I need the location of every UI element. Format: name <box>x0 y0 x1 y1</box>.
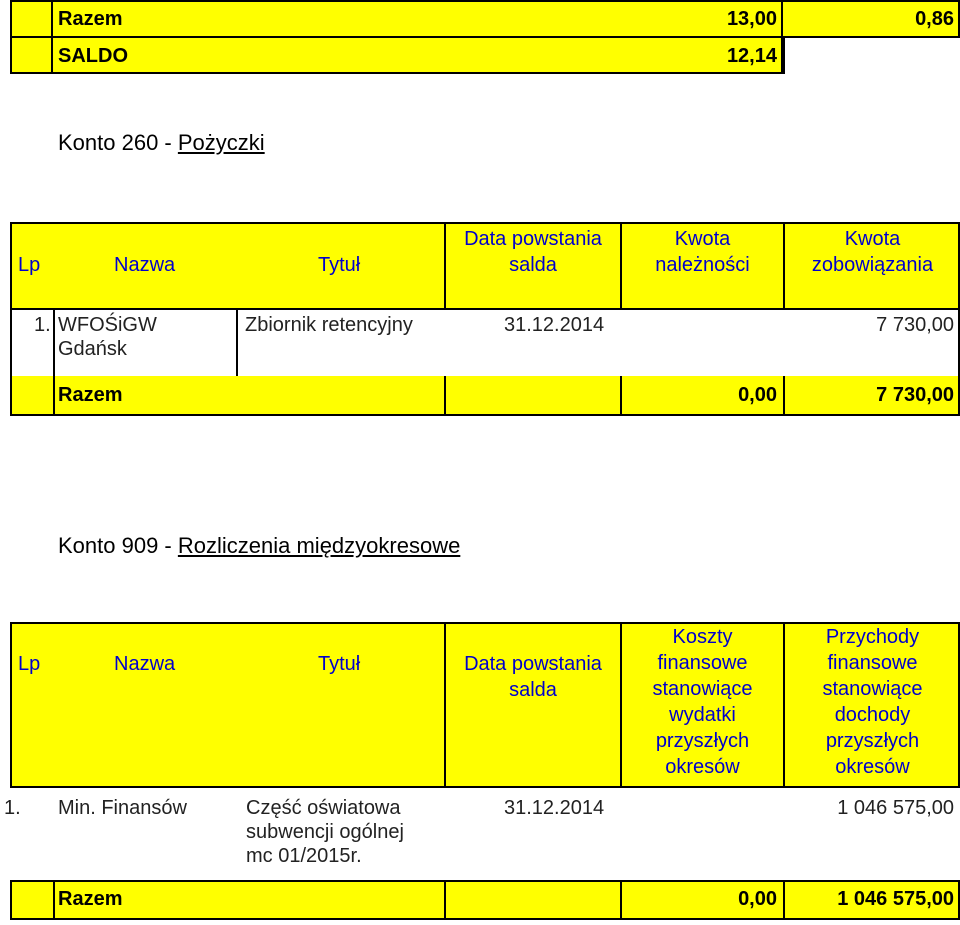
konto-909-razem-divider-lp <box>53 880 55 920</box>
konto-909-header-koszty-line5: przyszłych <box>655 730 750 752</box>
konto-260-header-tytul: Tytuł <box>318 254 361 276</box>
konto-260-row-nazwa-line2: Gdańsk <box>58 338 127 360</box>
konto-909-row-tytul-line1: Część oświatowa <box>246 797 401 819</box>
konto-909-razem-divider-1 <box>444 880 446 920</box>
konto-260-row-tytul: Zbiornik retencyjny <box>245 314 413 336</box>
konto-909-header-koszty-line2: finansowe <box>657 652 748 674</box>
konto-909-header-koszty <box>622 624 783 780</box>
konto-260-header-kz-line2: zobowiązania <box>811 254 934 276</box>
konto-260-header-data-line2: salda <box>509 254 557 276</box>
konto-909-header-przychody-line2: finansowe <box>827 652 918 674</box>
konto-909-header-przychody-line1: Przychody <box>825 626 920 648</box>
top-razem-value-1: 13,00 <box>726 8 777 30</box>
konto-909-header-przychody-line4: dochody <box>834 704 911 726</box>
konto-909-row-przychody: 1 046 575,00 <box>837 797 954 819</box>
konto-260-row-nazwa-line1: WFOŚiGW <box>58 314 157 336</box>
konto-260-header-data-line1: Data powstania <box>464 228 602 250</box>
konto-909-title: Rozliczenia międzyokresowe <box>177 533 461 558</box>
konto-909-razem-label: Razem <box>58 888 123 910</box>
konto-260-header-kz-line1: Kwota <box>844 228 901 250</box>
konto-260-header-kn-line2: należności <box>655 254 750 276</box>
konto-260-header-lp: Lp <box>18 254 41 276</box>
konto-260-header-kwota-naleznosci <box>622 226 783 278</box>
konto-909-header-data <box>446 651 620 703</box>
top-razem-value-2: 0,86 <box>915 8 954 30</box>
top-col-divider-2-line <box>783 38 960 74</box>
konto-909-header-tytul: Tytuł <box>318 653 361 675</box>
konto-909-header-divider-1 <box>444 622 446 788</box>
konto-909-row-lp: 1. <box>4 797 21 819</box>
konto-909-header-data-line2: salda <box>509 679 557 701</box>
top-razem-label: Razem <box>58 8 123 30</box>
konto-909-header-przychody-line3: stanowiące <box>822 678 923 700</box>
konto-909-header-koszty-line3: stanowiące <box>652 678 753 700</box>
konto-260-row-divider-nazwa <box>236 308 238 378</box>
konto-909-row-tytul <box>246 796 404 868</box>
konto-909-header-data-line1: Data powstania <box>464 653 602 675</box>
konto-909-row-nazwa: Min. Finansów <box>58 797 187 819</box>
konto-260-prefix: Konto 260 - <box>58 130 178 155</box>
konto-909-row-data: 31.12.2014 <box>504 797 605 819</box>
konto-260-header-data <box>446 226 620 278</box>
konto-909-row-tytul-line3: mc 01/2015r. <box>246 845 362 867</box>
konto-909-header-przychody-line6: okresów <box>835 756 910 778</box>
konto-909-header-koszty-line6: okresów <box>665 756 740 778</box>
konto-909-header-koszty-line1: Koszty <box>672 626 733 648</box>
konto-260-row-divider-lp <box>53 308 55 378</box>
konto-909-heading <box>58 533 460 559</box>
konto-260-row-nazwa <box>58 313 157 361</box>
konto-260-heading <box>58 130 265 156</box>
konto-260-title: Pożyczki <box>177 130 265 155</box>
konto-909-row-tytul-line2: subwencji ogólnej <box>246 821 404 843</box>
konto-260-row-data: 31.12.2014 <box>504 314 605 336</box>
konto-260-row-kwota-zobowiazania: 7 730,00 <box>876 314 954 336</box>
konto-260-razem-zobowiazania: 7 730,00 <box>876 384 954 406</box>
konto-909-prefix: Konto 909 - <box>58 533 178 558</box>
top-saldo-label: SALDO <box>58 45 128 67</box>
konto-909-header-lp: Lp <box>18 653 41 675</box>
konto-260-razem-naleznosci: 0,00 <box>738 384 777 406</box>
top-saldo-value: 12,14 <box>726 45 777 67</box>
konto-909-razem-koszty: 0,00 <box>738 888 777 910</box>
konto-260-row-lp: 1. <box>34 314 51 336</box>
konto-909-header-przychody-line5: przyszłych <box>825 730 920 752</box>
konto-909-razem-przychody: 1 046 575,00 <box>837 888 954 910</box>
konto-260-razem-divider-lp <box>53 376 55 416</box>
konto-260-header-nazwa: Nazwa <box>114 254 176 276</box>
konto-260-razem-label: Razem <box>58 384 123 406</box>
konto-260-razem-divider-1 <box>444 376 446 416</box>
konto-909-header-nazwa: Nazwa <box>114 653 176 675</box>
konto-260-header-kn-line1: Kwota <box>674 228 731 250</box>
konto-260-header-kwota-zobowiazania <box>785 226 960 278</box>
konto-909-header-koszty-line4: wydatki <box>669 704 736 726</box>
konto-909-header-przychody <box>785 624 960 780</box>
